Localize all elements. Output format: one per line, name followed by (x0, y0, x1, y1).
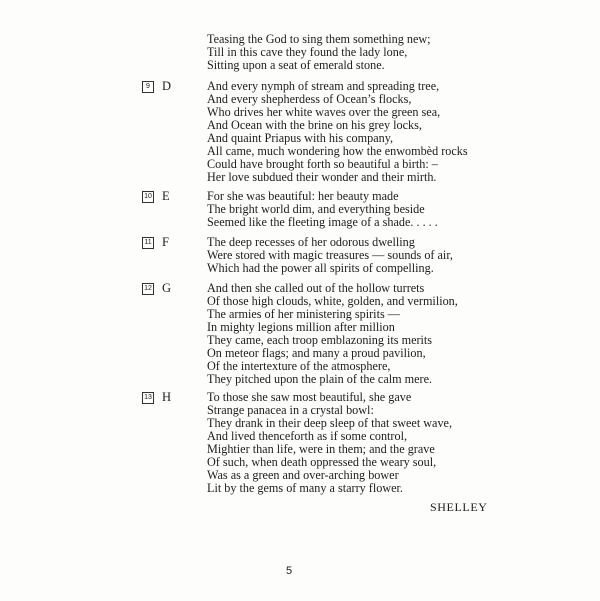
poem-line: Who drives her white waves over the green sea, (207, 105, 441, 119)
stanza-lines (207, 391, 537, 495)
poem-line: Of the intertexture of the atmosphere, (207, 359, 391, 373)
poem-line: All came, much wondering how the enwombèd rocks (207, 144, 468, 158)
stanza-lines (207, 33, 537, 72)
stanza-number-box: 11 (142, 237, 154, 249)
poem-line: Teasing the God to sing them something new; (207, 32, 431, 46)
poem-line: And quaint Priapus with his company, (207, 131, 394, 145)
poem-line: Of such, when death oppressed the weary soul, (207, 455, 437, 469)
poem-line: The deep recesses of her odorous dwelling (207, 235, 415, 249)
poem-line: And lived thenceforth as if some control, (207, 429, 408, 443)
stanza-number-box: 12 (142, 283, 154, 295)
poem-line: They came, each troop emblazoning its merits (207, 333, 433, 347)
poem-line: Was as a green and over-arching bower (207, 468, 399, 482)
poem-line: And every shepherdess of Ocean’s flocks, (207, 92, 412, 106)
poem-line: Sitting upon a seat of emerald stone. (207, 58, 385, 72)
poem-line: And Ocean with the brine on his grey locks, (207, 118, 422, 132)
poem-line: Mightier than life, were in them; and the grave (207, 442, 435, 456)
stanza-letter: E (162, 189, 170, 203)
stanza-lines (207, 282, 537, 386)
poem-author: SHELLEY (430, 500, 488, 514)
poem-line: The armies of her ministering spirits — (207, 307, 400, 321)
stanza-marker (142, 236, 169, 249)
stanza-lines (207, 236, 537, 275)
stanza-letter: H (162, 390, 172, 404)
poem-line: Strange panacea in a crystal bowl: (207, 403, 374, 417)
stanza-letter: D (162, 79, 172, 93)
poem-line: In mighty legions million after million (207, 320, 395, 334)
poem-line: Her love subdued their wonder and their mirth. (207, 170, 437, 184)
poem-line: They drank in their deep sleep of that sweet wave, (207, 416, 453, 430)
poem-line: Till in this cave they found the lady lone, (207, 45, 408, 59)
stanza-marker (142, 190, 170, 203)
poem-line: Seemed like the fleeting image of a shade. . . . . (207, 215, 438, 229)
stanza-number-box: 9 (142, 81, 154, 93)
poem-line: Were stored with magic treasures — sounds of air, (207, 248, 453, 262)
poem-line: To those she saw most beautiful, she gave (207, 390, 412, 404)
stanza-lines (207, 190, 537, 229)
poem-line: They pitched upon the plain of the calm mere. (207, 372, 433, 386)
stanza-marker (142, 282, 171, 295)
poem-line: And every nymph of stream and spreading tree, (207, 79, 440, 93)
poem-line: Lit by the gems of many a starry flower. (207, 481, 403, 495)
stanza-lines (207, 80, 537, 184)
poem-line: On meteor flags; and many a proud pavilion, (207, 346, 426, 360)
stanza-letter: F (162, 235, 169, 249)
poem-line: And then she called out of the hollow turrets (207, 281, 425, 295)
stanza-number-box: 10 (142, 191, 154, 203)
stanza-number-box: 13 (142, 392, 154, 404)
stanza-marker (142, 391, 171, 404)
poem-line: For she was beautiful: her beauty made (207, 189, 399, 203)
poem-line: Could have brought forth so beautiful a birth: – (207, 157, 438, 171)
poem-line: The bright world dim, and everything beside (207, 202, 425, 216)
poem-line: Of those high clouds, white, golden, and vermilion, (207, 294, 458, 308)
page-number: 5 (286, 565, 293, 577)
poem-line: Which had the power all spirits of compelling. (207, 261, 434, 275)
stanza-marker (142, 80, 171, 93)
stanza-letter: G (162, 281, 172, 295)
